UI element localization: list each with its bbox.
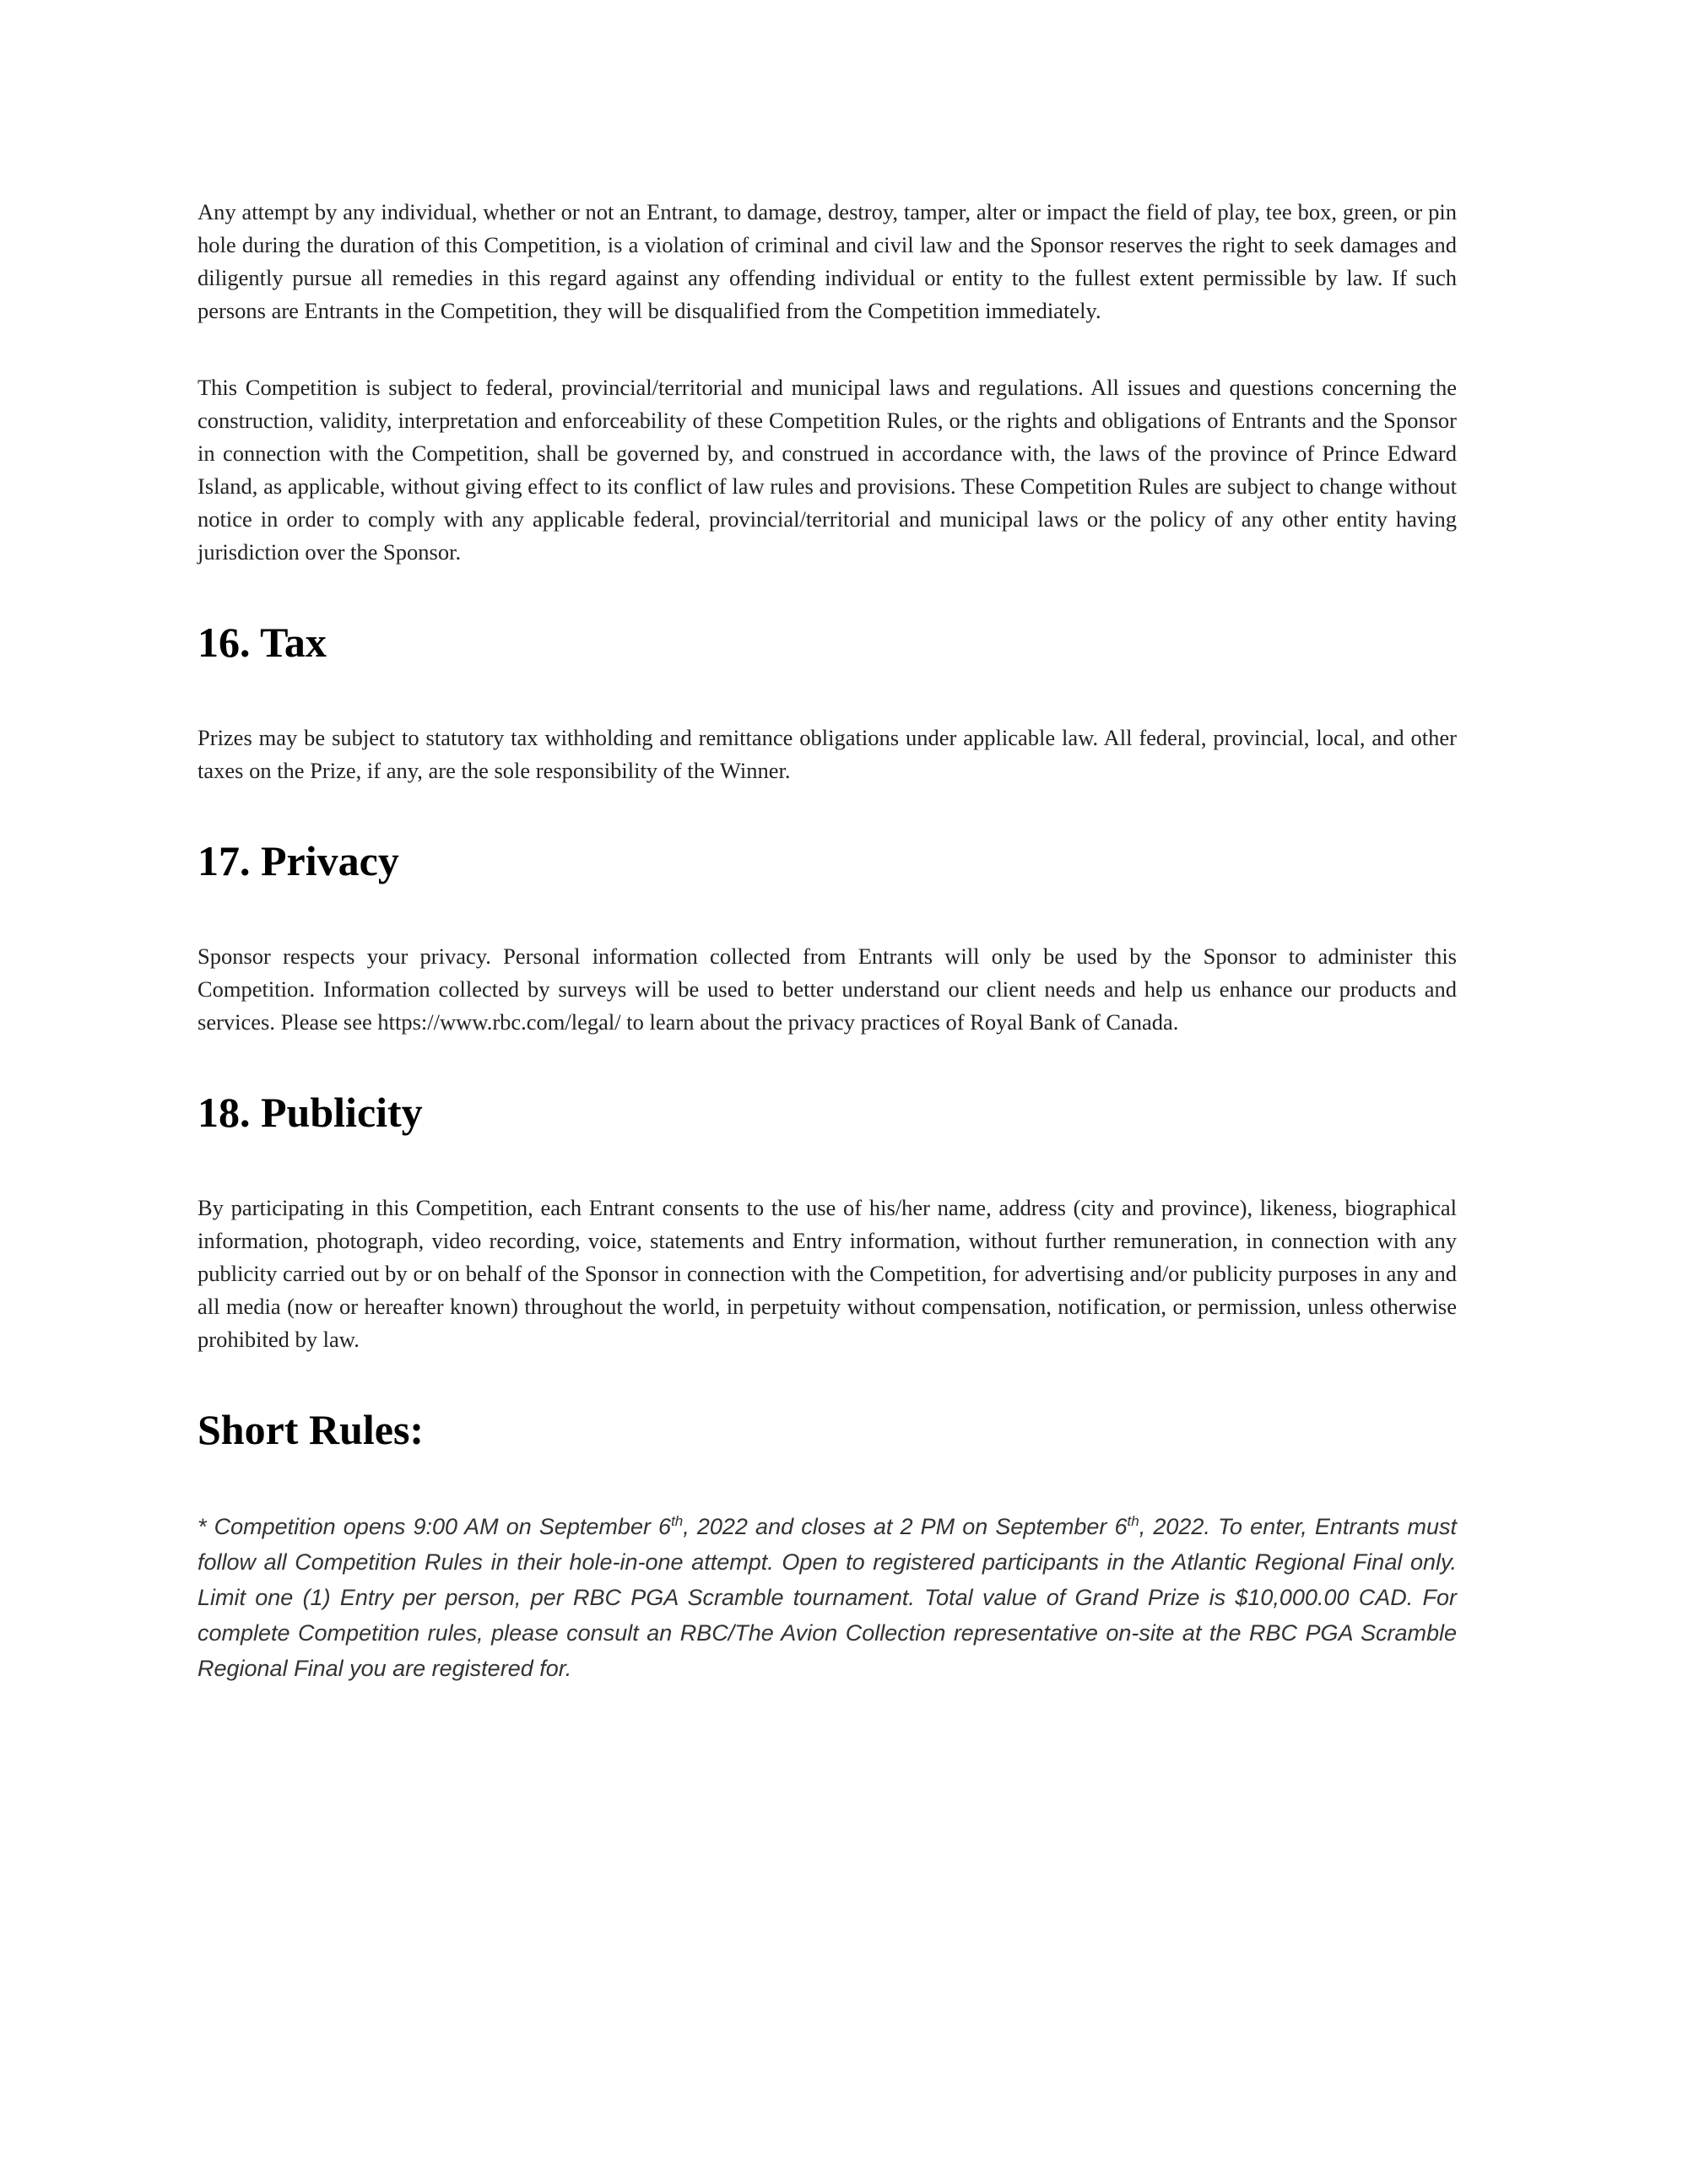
paragraph-privacy: Sponsor respects your privacy. Personal information collected from Entrants will only be used by the Sponsor to administer this Competition. Information collected by surveys will be used to better understand our client needs and help us enhance our products and services. Please see https://www.rbc.com/legal/ to learn about the privacy practices of Royal Bank of Canada.: [197, 943, 1457, 1035]
paragraph-tax: Prizes may be subject to statutory tax withholding and remittance obligations under applicable law. All federal, provincial, local, and other taxes on the Prize, if any, are the sole responsibility of the Winner.: [197, 725, 1457, 783]
paragraph-publicity: By participating in this Competition, each Entrant consents to the use of his/her name, address (city and province), likeness, biographical information, photograph, video recording, voice, statements and Entry information, without further remuneration, in connection with any publicity carried out by or on behalf of the Sponsor in connection with the Competition, for advertising and/or publicity purposes in any and all media (now or hereafter known) throughout the world, in perpetuity without compensation, notification, or permission, unless otherwise prohibited by law.: [197, 1195, 1457, 1352]
paragraph-governing-law: This Competition is subject to federal, provincial/territorial and municipal laws and regulations. All issues and questions concerning the construction, validity, interpretation and enforceability of these Competition Rules, or the rights and obligations of Entrants and the Sponsor in connection with the Competition, shall be governed by, and construed in accordance with, the laws of the province of Prince Edward Island, as applicable, without giving effect to its conflict of law rules and provisions. These Competition Rules are subject to change without notice in order to comply with any applicable federal, provincial/territorial and municipal laws or the policy of any other entity having jurisdiction over the Sponsor.: [197, 375, 1457, 565]
section-heading-tax: 16. Tax: [197, 619, 327, 666]
paragraph-field-of-play: Any attempt by any individual, whether or not an Entrant, to damage, destroy, tamper, alter or impact the field of play, tee box, green, or pin hole during the duration of this Competition, is a violation of criminal and civil law and the Sponsor reserves the right to seek damages and diligently pursue all remedies in this regard against any offending individual or entity to the fullest extent permissible by law. If such persons are Entrants in the Competition, they will be disqualified from the Competition immediately.: [197, 199, 1457, 323]
paragraph-short-rules: * Competition opens 9:00 AM on September 6th, 2022 and closes at 2 PM on September 6th, 2022. To enter, Entrants must follow all Competition Rules in their hole-in-one attempt. Open to registered participants in the Atlantic Regional Final only. Limit one (1) Entry per person, per RBC PGA Scramble tournament. Total value of Grand Prize is $10,000.00 CAD. For complete Competition rules, please consult an RBC/The Avion Collection representative on-site at the RBC PGA Scramble Regional Final you are registered for.: [197, 1513, 1457, 1681]
section-heading-short-rules: Short Rules:: [197, 1406, 425, 1453]
section-heading-publicity: 18. Publicity: [197, 1089, 423, 1136]
section-heading-privacy: 17. Privacy: [197, 837, 399, 884]
